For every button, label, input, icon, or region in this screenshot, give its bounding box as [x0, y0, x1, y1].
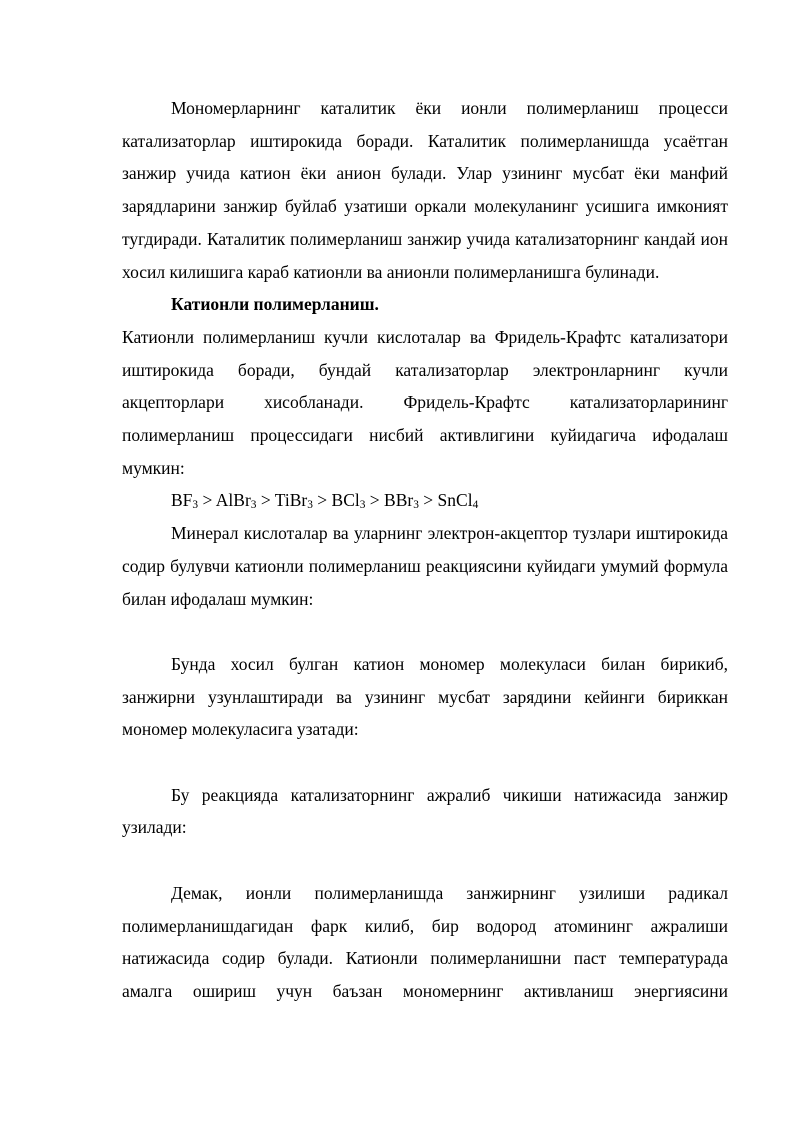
- formula-term: BCl$_3$: [331, 490, 366, 512]
- formula-term: $BF_3$: [171, 490, 199, 512]
- paragraph-termination: Бу реакцияда катализаторнинг ажралиб чикиши натижасида занжир узилади:: [122, 784, 728, 838]
- formula-separator: >: [423, 490, 434, 511]
- document-page: [122, 92, 728, 1008]
- formula-term: TiBr$_3$: [274, 490, 313, 512]
- paragraph-conclusion: Демак, ионли полимерланишда занжирнинг узилиши радикал полимерланишдагидан фарк килиб, бир водород атомининг ажралиши натижасида содир булади. Катионли полимерланишни паст температурада амалга ошириш учун баъзан мономернинг активланиш энергиясини: [122, 882, 728, 1001]
- blank-formula-space: [122, 615, 728, 648]
- catalyst-activity-formula: [122, 484, 728, 517]
- section-heading: Катионли полимерланиш.: [171, 294, 379, 315]
- formula-term: AlBr$_3$: [215, 490, 257, 512]
- blank-formula-space: [122, 844, 728, 877]
- formula-separator: >: [202, 490, 213, 511]
- paragraph-cationic: Катионли полимерланиш кучли кислоталар ва Фридель-Крафтс катализатори иштирокида боради, бундай катализаторлар электронларнинг кучли акцепторлари хисобланади. Фридель-Крафтс катализаторларининг полимерланиш процессидаги нисбий активлигини куйидагича ифодалаш мумкин:: [122, 326, 728, 478]
- formula-separator: >: [369, 490, 380, 511]
- formula-term: BBr$_3$: [384, 490, 419, 512]
- formula-separator: >: [260, 490, 271, 511]
- formula-separator: >: [317, 490, 328, 511]
- paragraph-intro: Мономерларнинг каталитик ёки ионли полимерланиш процесси катализаторлар иштирокида боради. Каталитик полимерланишда усаётган занжир учида катион ёки анион булади. Улар узининг мусбат ёки манфий зарядларини занжир буйлаб узатиши оркали молекуланинг усишига имконият тугдиради. Каталитик полимерланиш занжир учида катализаторнинг кандай ион хосил килишига караб катионли ва анионли полимерланишга булинади.: [122, 98, 728, 282]
- paragraph-mineral-acids: Минерал кислоталар ва уларнинг электрон-акцептор тузлари иштирокида содир булувчи катионли полимерланиш реакциясини куйидаги умумий формула билан ифодалаш мумкин:: [122, 523, 728, 609]
- blank-formula-space: [122, 746, 728, 779]
- formula-term: SnCl$_4$: [437, 490, 479, 512]
- paragraph-propagation: Бунда хосил булган катион мономер молекуласи билан бирикиб, занжирни узунлаштиради ва узининг мусбат зарядини кейинги бириккан мономер молекуласига узатади:: [122, 653, 728, 740]
